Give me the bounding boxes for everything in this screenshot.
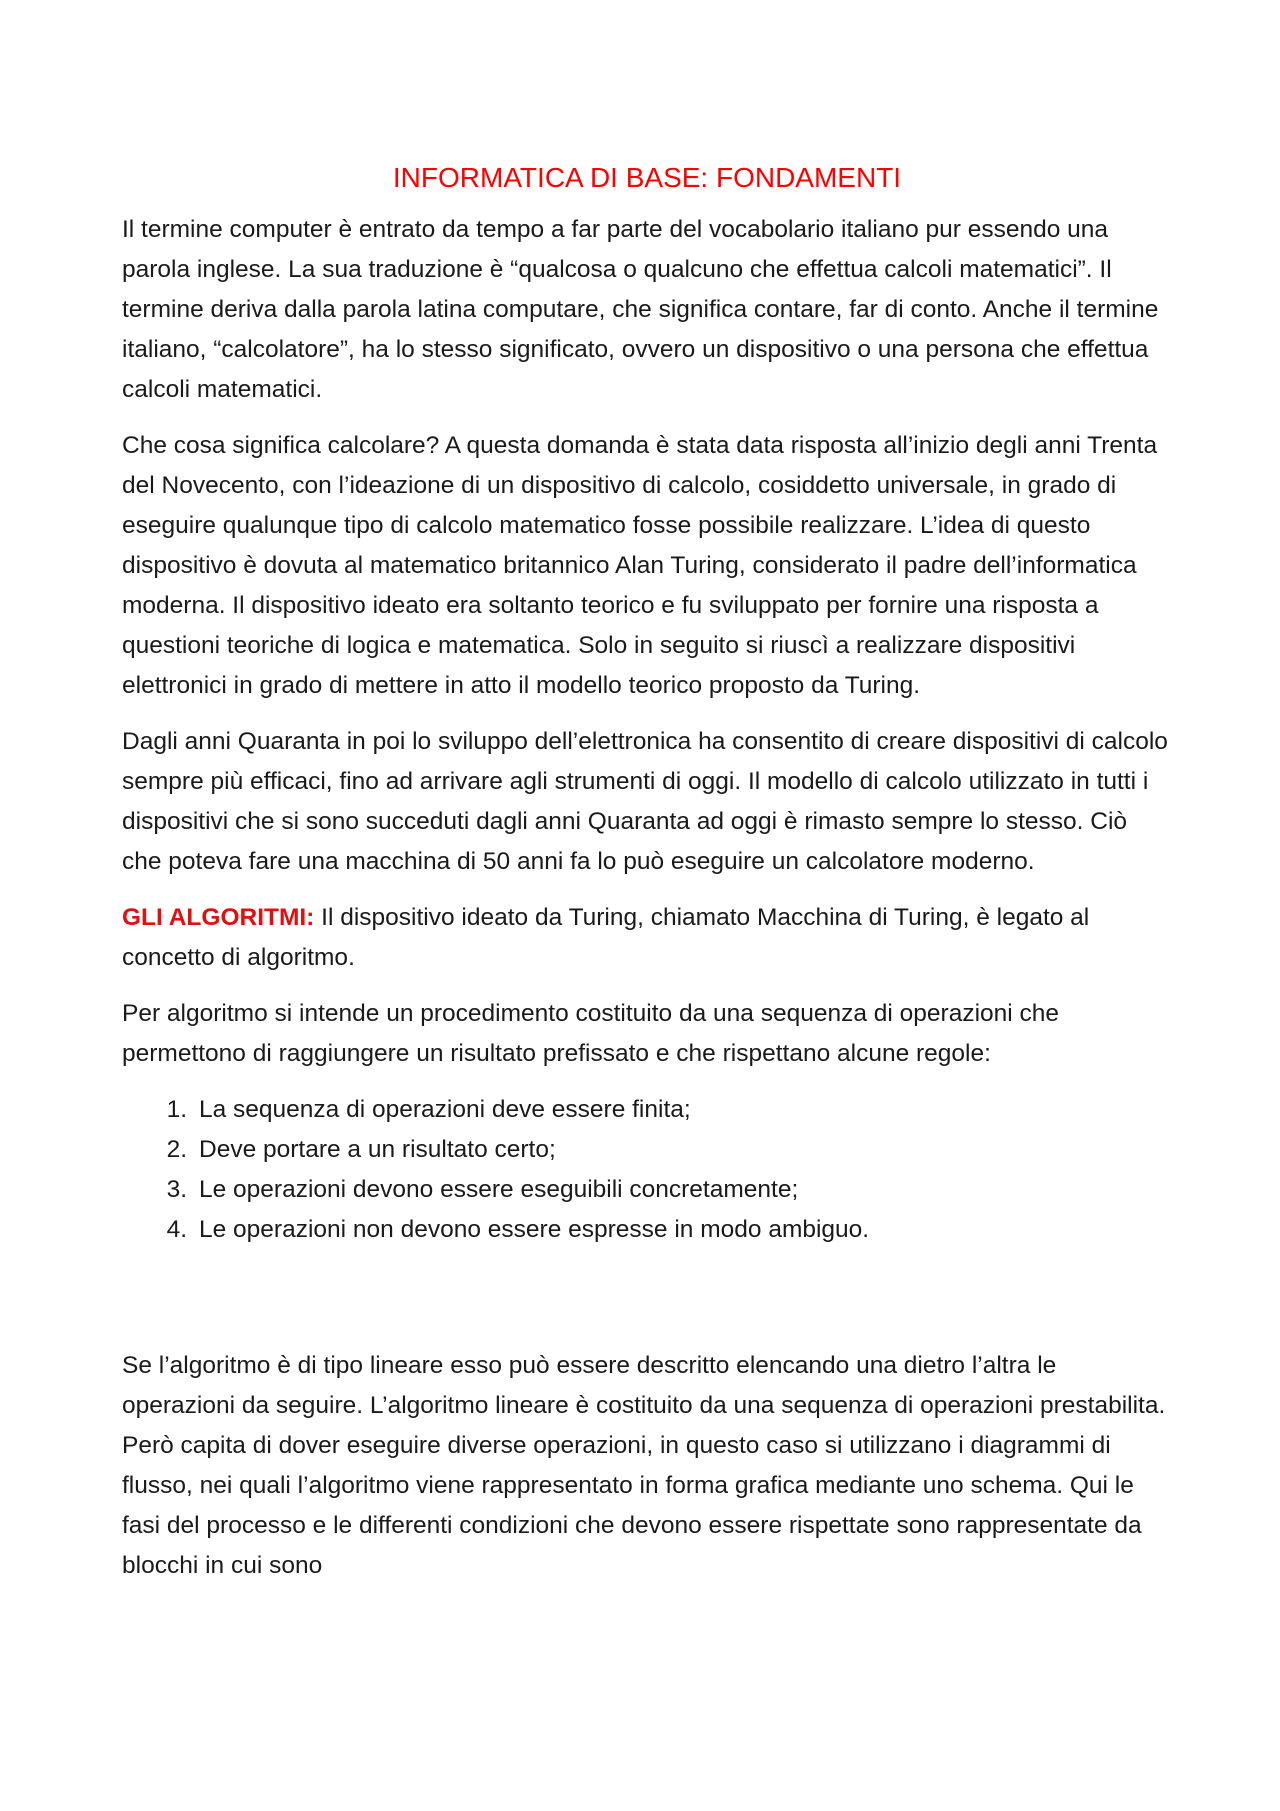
paragraph-linear-algorithm: Se l’algoritmo è di tipo lineare esso può essere descritto elencando una dietro l’altra le operazioni da seguire. L’algoritmo lineare è costituito da una sequenza di operazioni prestabilita. Però capita di dover eseguire diverse operazioni, in questo caso si utilizzano i diagrammi di flusso, nei quali l’algoritmo viene rappresentato in forma grafica mediante uno schema. Qui le fasi del processo e le differenti condizioni che devono essere rispettate sono rappresentate da blocchi in cui sono: [122, 1352, 1166, 1579]
list-item-number: 4.: [166, 1216, 187, 1243]
paragraph-computer-definition: Il termine computer è entrato da tempo a far parte del vocabolario italiano pur essendo una parola inglese. La sua traduzione è “qualcosa o qualcuno che effettua calcoli matematici”. Il termine deriva dalla parola latina computare, che significa contare, far di conto. Anche il termine italiano, “calcolatore”, ha lo stesso significato, ovvero un dispositivo o una persona che effettua calcoli matematici.: [122, 216, 1159, 403]
document-body: [122, 158, 1172, 1602]
list-item-number: 2.: [166, 1136, 187, 1163]
list-item-text: La sequenza di operazioni deve essere finita;: [199, 1096, 691, 1123]
algorithm-rules-list: [122, 1090, 1172, 1250]
list-item-number: 1.: [166, 1096, 187, 1123]
list-item: [166, 1090, 1172, 1130]
list-item-text: Le operazioni non devono essere espresse in modo ambiguo.: [199, 1216, 870, 1243]
paragraph-algorithms-intro: [122, 898, 1172, 978]
blank-space: [122, 1250, 1172, 1346]
list-item-number: 3.: [166, 1176, 187, 1203]
list-item-text: Deve portare a un risultato certo;: [199, 1136, 556, 1163]
document-title: INFORMATICA DI BASE: FONDAMENTI: [392, 162, 902, 193]
paragraph-electronics-development: Dagli anni Quaranta in poi lo sviluppo dell’elettronica ha consentito di creare dispositivi di calcolo sempre più efficaci, fino ad arrivare agli strumenti di oggi. Il modello di calcolo utilizzato in tutti i dispositivi che si sono succeduti dagli anni Quaranta ad oggi è rimasto sempre lo stesso. Ciò che poteva fare una macchina di 50 anni fa lo può eseguire un calcolatore moderno.: [122, 728, 1168, 875]
list-item: [166, 1210, 1172, 1250]
algorithms-section-label: GLI ALGORITMI:: [122, 904, 315, 931]
paragraph-algorithm-definition: Per algoritmo si intende un procedimento costituito da una sequenza di operazioni che permettono di raggiungere un risultato prefissato e che rispettano alcune regole:: [122, 1000, 1060, 1067]
list-item: [166, 1170, 1172, 1210]
list-item: [166, 1130, 1172, 1170]
list-item-text: Le operazioni devono essere eseguibili concretamente;: [199, 1176, 799, 1203]
paragraph-turing-history: Che cosa significa calcolare? A questa domanda è stata data risposta all’inizio degli anni Trenta del Novecento, con l’ideazione di un dispositivo di calcolo, cosiddetto universale, in grado di eseguire qualunque tipo di calcolo matematico fosse possibile realizzare. L’idea di questo dispositivo è dovuta al matematico britannico Alan Turing, considerato il padre dell’informatica moderna. Il dispositivo ideato era soltanto teorico e fu sviluppato per fornire una risposta a questioni teoriche di logica e matematica. Solo in seguito si riuscì a realizzare dispositivi elettronici in grado di mettere in atto il modello teorico proposto da Turing.: [122, 432, 1158, 699]
algorithms-intro-text: Il dispositivo ideato da Turing, chiamato Macchina di Turing, è legato al concetto di algoritmo.: [122, 904, 1090, 971]
